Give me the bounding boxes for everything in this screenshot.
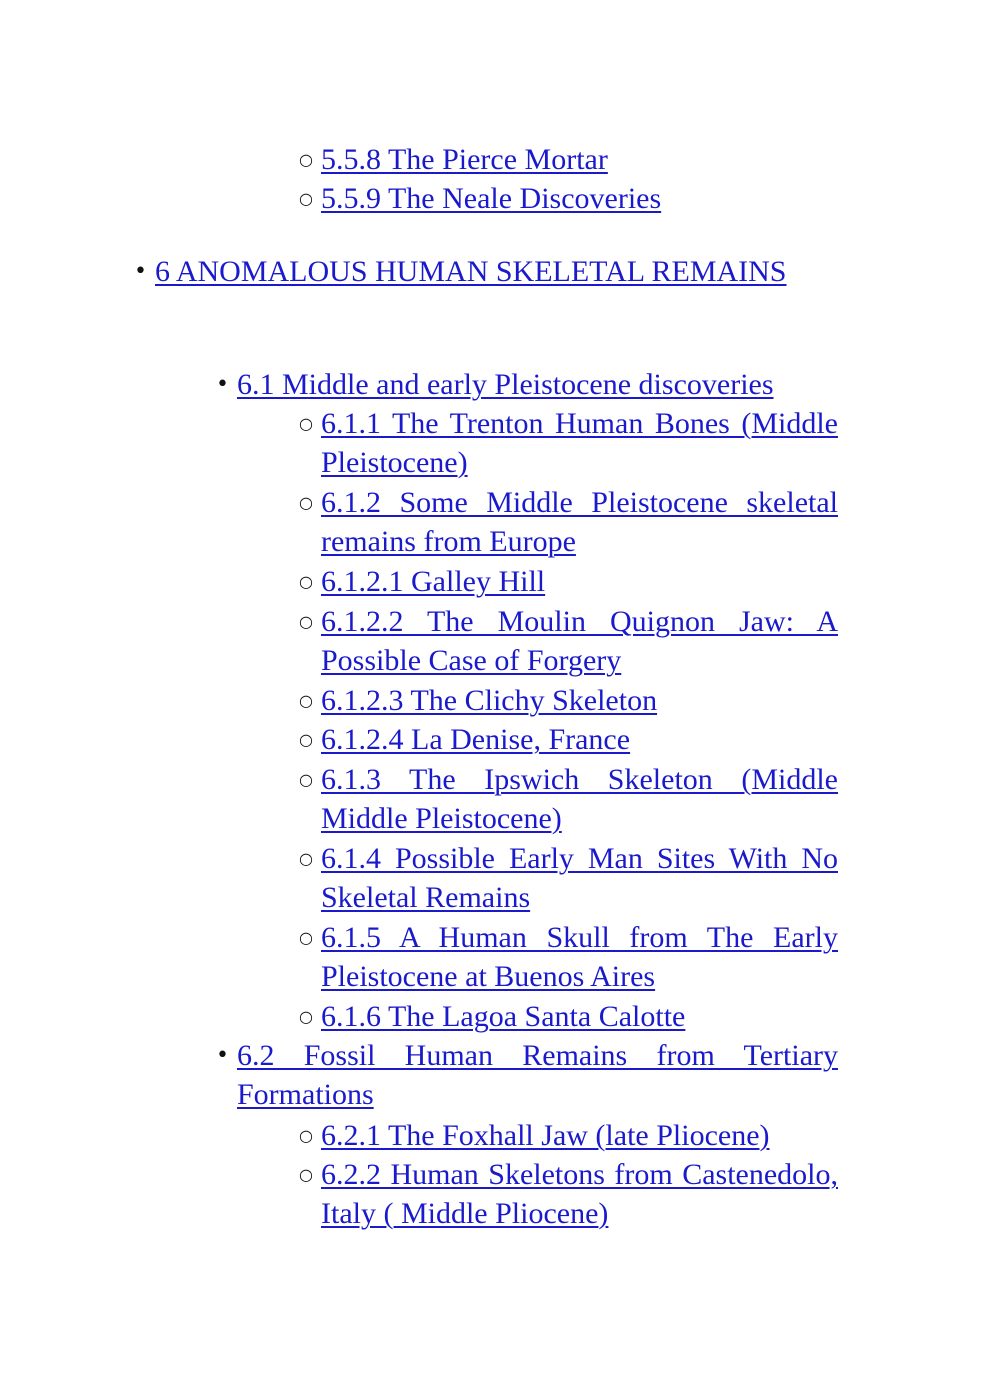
toc-item-6-1-2 bbox=[321, 483, 838, 561]
toc-link-6-1-1[interactable]: 6.1.1 The Trenton Human Bones (Middle Pleistocene) bbox=[321, 407, 838, 479]
circle-bullet-icon: ○ bbox=[299, 150, 313, 169]
toc-link-6-1-2-4[interactable]: 6.1.2.4 La Denise, France bbox=[321, 723, 631, 756]
toc-link-6-1-3[interactable]: 6.1.3 The Ipswich Skeleton (Middle Middle Pleistocene) bbox=[321, 763, 838, 835]
toc-item-6-1-3 bbox=[321, 760, 838, 838]
toc-link-6-1-2[interactable]: 6.1.2 Some Middle Pleistocene skeletal remains from Europe bbox=[321, 486, 838, 558]
toc-item-6-1 bbox=[237, 365, 838, 404]
toc-link-6-2-2[interactable]: 6.2.2 Human Skeletons from Castenedolo, Italy ( Middle Pliocene) bbox=[321, 1158, 838, 1230]
disc-bullet-icon: • bbox=[134, 259, 147, 284]
circle-bullet-icon: ○ bbox=[299, 849, 313, 868]
circle-bullet-icon: ○ bbox=[299, 928, 313, 947]
toc-link-6-1-5[interactable]: 6.1.5 A Human Skull from The Early Pleistocene at Buenos Aires bbox=[321, 921, 838, 993]
circle-bullet-icon: ○ bbox=[299, 189, 313, 208]
toc-item-6-1-4 bbox=[321, 839, 838, 917]
toc-link-6-1[interactable]: 6.1 Middle and early Pleistocene discoveries bbox=[237, 368, 774, 401]
toc-item-6-1-2-4 bbox=[321, 720, 838, 759]
toc-item-6-2 bbox=[237, 1036, 838, 1114]
circle-bullet-icon: ○ bbox=[299, 572, 313, 591]
toc-item-5-5-9 bbox=[321, 179, 838, 218]
toc-item-6-1-6 bbox=[321, 997, 838, 1036]
disc-bullet-icon: • bbox=[216, 372, 229, 397]
toc-item-6 bbox=[155, 252, 838, 291]
toc-link-6-2[interactable]: 6.2 Fossil Human Remains from Tertiary Formations bbox=[237, 1039, 838, 1111]
toc-link-6-1-2-3[interactable]: 6.1.2.3 The Clichy Skeleton bbox=[321, 684, 658, 717]
toc-item-6-1-2-1 bbox=[321, 562, 838, 601]
toc-link-6-1-4[interactable]: 6.1.4 Possible Early Man Sites With No Skeletal Remains bbox=[321, 842, 838, 914]
toc-link-6[interactable]: 6 ANOMALOUS HUMAN SKELETAL REMAINS bbox=[155, 255, 787, 288]
circle-bullet-icon: ○ bbox=[299, 493, 313, 512]
toc-link-6-2-1[interactable]: 6.2.1 The Foxhall Jaw (late Pliocene) bbox=[321, 1119, 770, 1152]
toc-item-6-1-2-3 bbox=[321, 681, 838, 720]
toc-item-6-2-2 bbox=[321, 1155, 838, 1233]
circle-bullet-icon: ○ bbox=[299, 770, 313, 789]
disc-bullet-icon: • bbox=[216, 1043, 229, 1068]
circle-bullet-icon: ○ bbox=[299, 730, 313, 749]
circle-bullet-icon: ○ bbox=[299, 1165, 313, 1184]
toc-item-5-5-8 bbox=[321, 140, 838, 179]
circle-bullet-icon: ○ bbox=[299, 691, 313, 710]
circle-bullet-icon: ○ bbox=[299, 612, 313, 631]
toc-link-6-1-6[interactable]: 6.1.6 The Lagoa Santa Calotte bbox=[321, 1000, 686, 1033]
toc-link-6-1-2-2[interactable]: 6.1.2.2 The Moulin Quignon Jaw: A Possible Case of Forgery bbox=[321, 605, 838, 677]
toc-item-6-1-2-2 bbox=[321, 602, 838, 680]
toc-item-6-1-1 bbox=[321, 404, 838, 482]
toc-item-6-1-5 bbox=[321, 918, 838, 996]
circle-bullet-icon: ○ bbox=[299, 1126, 313, 1145]
circle-bullet-icon: ○ bbox=[299, 1007, 313, 1026]
toc-link-5-5-9[interactable]: 5.5.9 The Neale Discoveries bbox=[321, 182, 662, 215]
toc-link-5-5-8[interactable]: 5.5.8 The Pierce Mortar bbox=[321, 143, 608, 176]
toc-item-6-2-1 bbox=[321, 1116, 838, 1155]
circle-bullet-icon: ○ bbox=[299, 414, 313, 433]
toc-link-6-1-2-1[interactable]: 6.1.2.1 Galley Hill bbox=[321, 565, 546, 598]
